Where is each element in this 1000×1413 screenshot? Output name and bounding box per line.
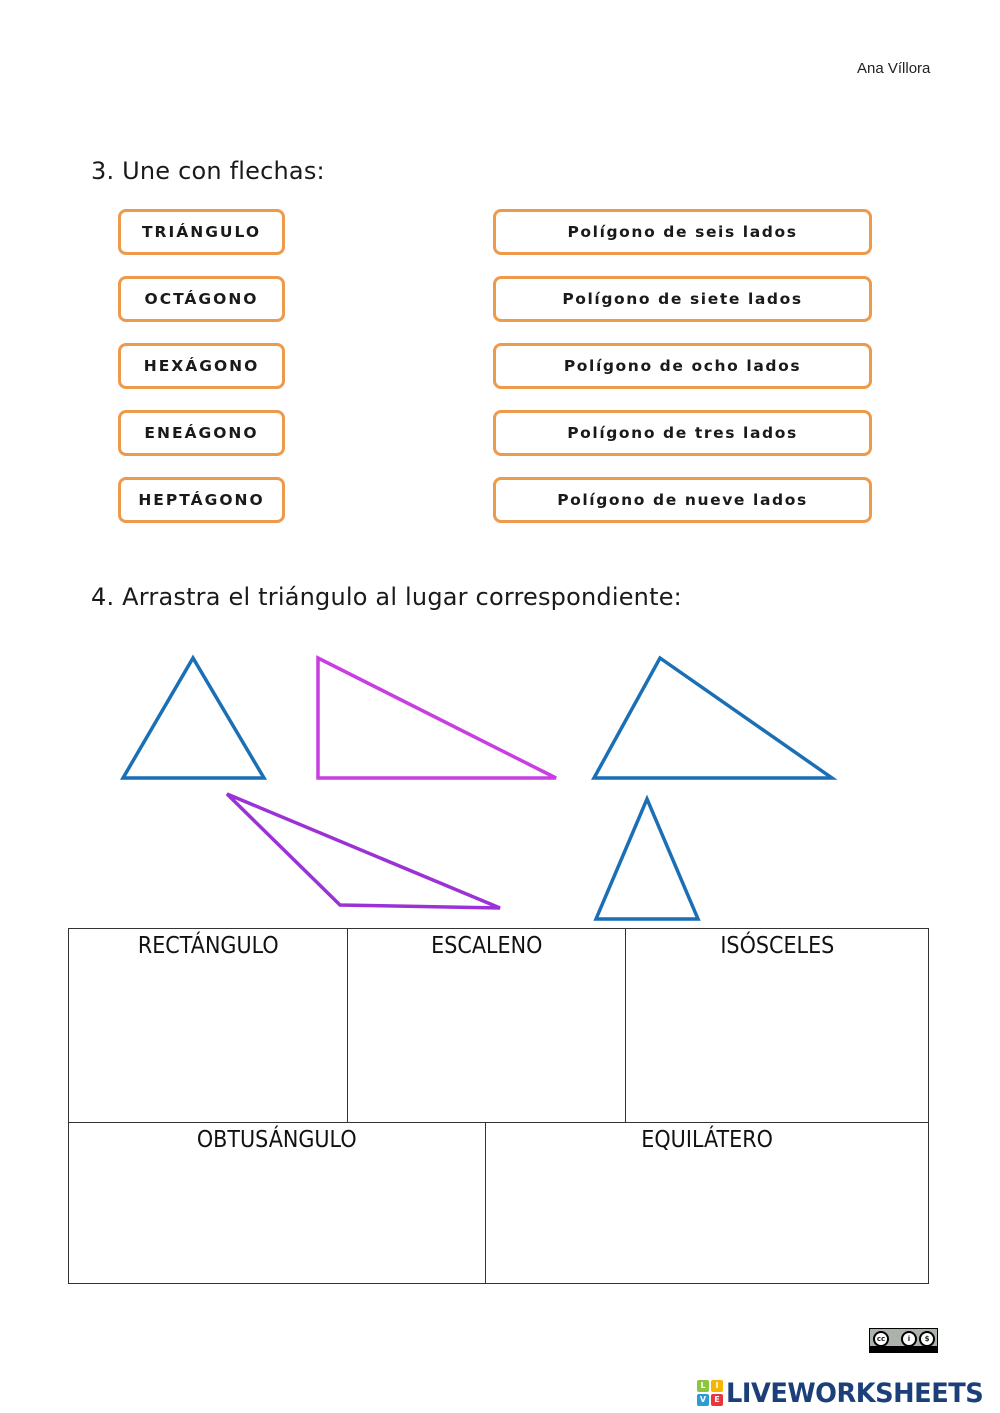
match-left-item-1[interactable]: TRIÁNGULO [118,209,285,255]
match-right-item-3[interactable]: Polígono de ocho lados [493,343,872,389]
drop-zone-obtusangulo[interactable] [69,1123,486,1283]
triangle-equilateral-draggable[interactable] [123,658,264,778]
logo-text: LIVEWORKSHEETS [726,1377,984,1409]
cc-icon: cc [873,1331,889,1347]
match-left-item-3[interactable]: HEXÁGONO [118,343,285,389]
exercise-4-title: 4. Arrastra el triángulo al lugar correspondiente: [91,583,682,611]
triangle-obtuse-draggable[interactable] [227,794,500,908]
attribution-icon: i [901,1331,917,1347]
match-right-item-2[interactable]: Polígono de siete lados [493,276,872,322]
drop-zone-escaleno[interactable] [348,929,626,1123]
drop-zone-label: EQUILÁTERO [641,1127,773,1153]
creative-commons-license-badge [869,1328,938,1353]
liveworksheets-logo [697,1379,997,1407]
logo-tile-v: V [697,1394,709,1406]
logo-tile-e: E [711,1394,723,1406]
license-strip [870,1346,937,1352]
logo-tile-i: I [711,1380,723,1392]
match-left-item-5[interactable]: HEPTÁGONO [118,477,285,523]
exercise-3-title: 3. Une con flechas: [91,157,325,185]
triangle-scalene-draggable[interactable] [594,658,832,778]
match-right-item-1[interactable]: Polígono de seis lados [493,209,872,255]
logo-tile-l: L [697,1380,709,1392]
drop-zone-label: ISÓSCELES [720,933,834,959]
drop-zone-equilatero[interactable] [486,1123,928,1283]
triangle-isosceles-draggable[interactable] [596,799,698,919]
drop-target-grid [68,928,929,1284]
drop-zone-isosceles[interactable] [626,929,928,1123]
drop-zone-label: RECTÁNGULO [137,933,279,959]
drop-zone-label: OBTUSÁNGULO [197,1127,357,1153]
drop-zone-label: ESCALENO [430,933,543,959]
noncommercial-icon: $ [919,1331,935,1347]
drop-zone-rectangulo[interactable] [69,929,348,1123]
match-left-item-4[interactable]: ENEÁGONO [118,410,285,456]
match-right-item-5[interactable]: Polígono de nueve lados [493,477,872,523]
match-left-item-2[interactable]: OCTÁGONO [118,276,285,322]
author-name: Ana Víllora [857,60,931,77]
match-right-item-4[interactable]: Polígono de tres lados [493,410,872,456]
triangle-right-draggable[interactable] [318,658,556,778]
logo-tiles-icon [697,1380,723,1406]
